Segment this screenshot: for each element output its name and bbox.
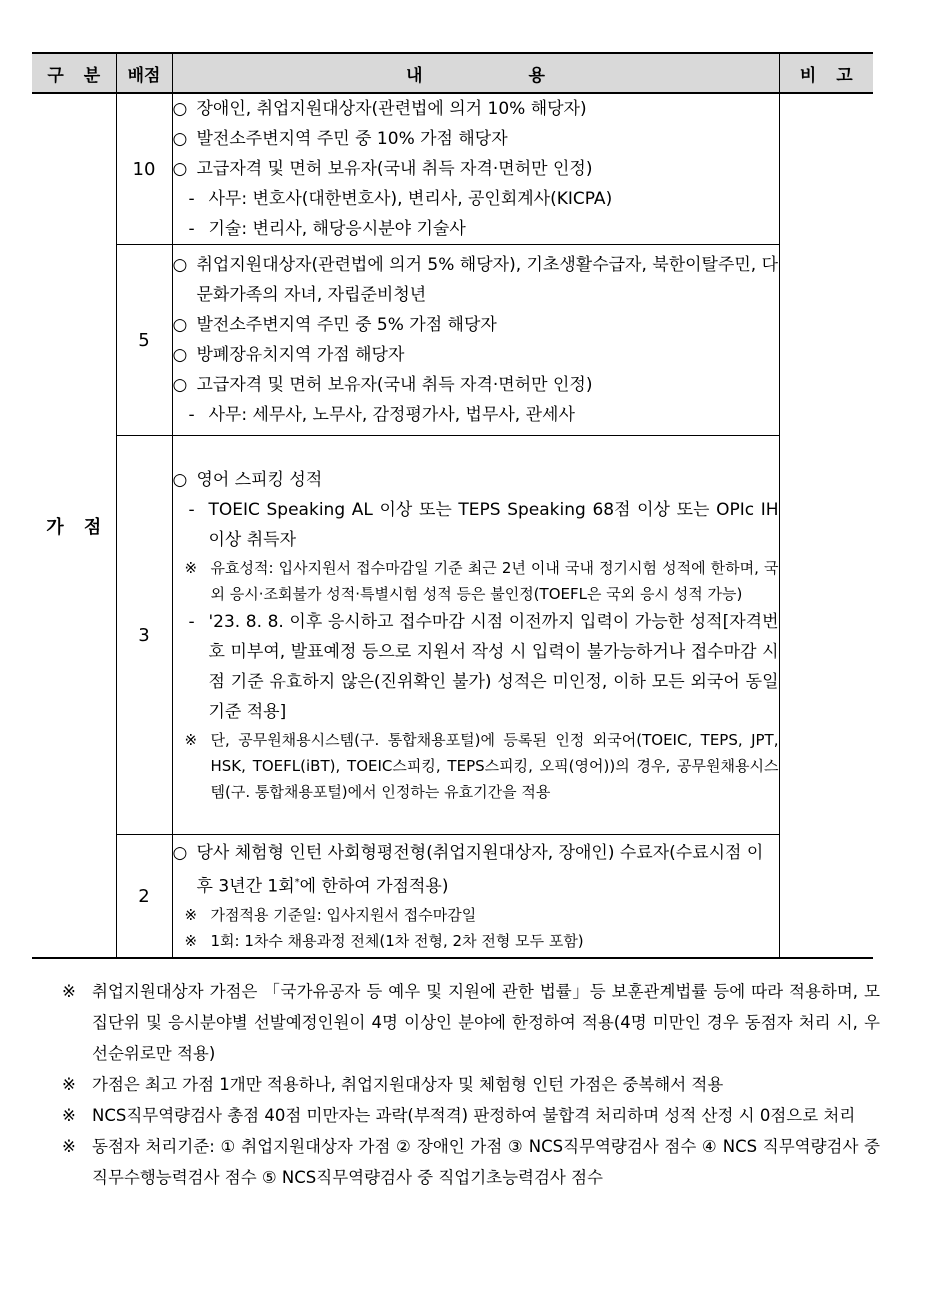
footnote-item: ※ 취업지원대상자 가점은 「국가유공자 등 예우 및 지원에 관한 법률」등 보훈관계법률 등에 따라 적용하며, 모집단위 및 응시분야별 선발예정인원이 4명 이상인 분야에 한정하여 적용(4명 미만인 경우 동점자 처리 시, 우선순위로만 적용) xyxy=(62,982,880,1063)
sub-item: - '23. 8. 8. 이후 응시하고 접수마감 시점 이전까지 입력이 가능한 성적[자격번호 미부여, 발표예정 등으로 지원서 작성 시 입력이 불가능하거나 접수마감 시점 기준 유효하지 않은(진위확인 불가) 성적은 미인정, 이하 모든 외국어 동일 기준 적용] xyxy=(188,612,779,722)
list-item: ○ 발전소주변지역 주민 중 10% 가점 해당자 xyxy=(172,129,508,149)
list-item: ○ 취업지원대상자(관련법에 의거 5% 해당자), 기초생활수급자, 북한이탈주민, 다문화가족의 자녀, 자립준비청년 xyxy=(172,255,779,305)
footnotes xyxy=(62,976,880,1193)
header-score: 배점 xyxy=(116,53,172,93)
content-cell xyxy=(172,436,779,835)
note-item: ※ 유효성적: 입사지원서 접수마감일 기준 최근 2년 이내 국내 정기시험 성적에 한하며, 국외 응시·조회불가 성적·특별시험 성적 등은 불인정(TOEFL은 국외 응시 성적 가능) xyxy=(184,559,779,603)
content-cell xyxy=(172,835,779,959)
sub-item: - 사무: 변호사(대한변호사), 변리사, 공인회계사(KICPA) xyxy=(188,189,613,209)
category-cell: 가 점 xyxy=(32,93,116,958)
note-item: ※ 가점적용 기준일: 입사지원서 접수마감일 xyxy=(184,905,477,924)
list-item: ○ 영어 스피킹 성적 xyxy=(172,470,323,490)
list-item: ○ 장애인, 취업지원대상자(관련법에 의거 10% 해당자) xyxy=(172,99,587,119)
list-item: ○ 방폐장유치지역 가점 해당자 xyxy=(172,345,405,365)
list-item: ○ 고급자격 및 면허 보유자(국내 취득 자격·면허만 인정) xyxy=(172,375,593,395)
score-cell: 3 xyxy=(116,436,172,835)
table-row xyxy=(32,436,873,835)
footnote-item: ※ 가점은 최고 가점 1개만 적용하나, 취업지원대상자 및 체험형 인턴 가점은 중복해서 적용 xyxy=(62,1075,724,1094)
score-cell: 2 xyxy=(116,835,172,959)
remarks-cell xyxy=(779,93,873,958)
footnote-item: ※ 동점자 처리기준: ① 취업지원대상자 가점 ② 장애인 가점 ③ NCS직무역량검사 점수 ④ NCS 직무역량검사 중 직무수행능력검사 점수 ⑤ NCS직무역량검사 중 직업기초능력검사 점수 xyxy=(62,1137,880,1187)
footnote-asterisk: * xyxy=(294,877,300,889)
score-cell: 5 xyxy=(116,245,172,436)
header-remarks: 비 고 xyxy=(779,53,873,93)
sub-item: - 기술: 변리사, 해당응시분야 기술사 xyxy=(188,219,466,239)
list-item: ○ 발전소주변지역 주민 중 5% 가점 해당자 xyxy=(172,315,497,335)
list-item: ○ 당사 체험형 인턴 사회형평전형(취업지원대상자, 장애인) 수료자(수료시점 이후 3년간 1회*에 한하여 가점적용) xyxy=(172,843,764,897)
table-row xyxy=(32,93,873,245)
sub-item: - TOEIC Speaking AL 이상 또는 TEPS Speaking 68점 이상 또는 OPIc IH 이상 취득자 xyxy=(188,500,779,550)
content-cell xyxy=(172,245,779,436)
table-row xyxy=(32,245,873,436)
note-item: ※ 단, 공무원채용시스템(구. 통합채용포털)에 등록된 인정 외국어(TOEIC, TEPS, JPT, HSK, TOEFL(iBT), TOEIC스피킹, TEPS스피킹, 오픽(영어))의 경우, 공무원채용시스템(구. 통합채용포털)에서 인정하는 유효기간을 적용 xyxy=(184,731,779,801)
table-row xyxy=(32,835,873,959)
score-cell: 10 xyxy=(116,93,172,245)
content-cell xyxy=(172,93,779,245)
sub-item: - 사무: 세무사, 노무사, 감정평가사, 법무사, 관세사 xyxy=(188,405,575,425)
header-content: 내 용 xyxy=(172,53,779,93)
table-header-row xyxy=(32,53,873,93)
note-item: ※ 1회: 1차수 채용과정 전체(1차 전형, 2차 전형 모두 포함) xyxy=(184,931,584,950)
bonus-points-table xyxy=(32,52,873,959)
footnote-item: ※ NCS직무역량검사 총점 40점 미만자는 과락(부적격) 판정하여 불합격 처리하며 성적 산정 시 0점으로 처리 xyxy=(62,1106,856,1125)
header-category: 구 분 xyxy=(32,53,116,93)
list-item: ○ 고급자격 및 면허 보유자(국내 취득 자격·면허만 인정) xyxy=(172,159,593,179)
